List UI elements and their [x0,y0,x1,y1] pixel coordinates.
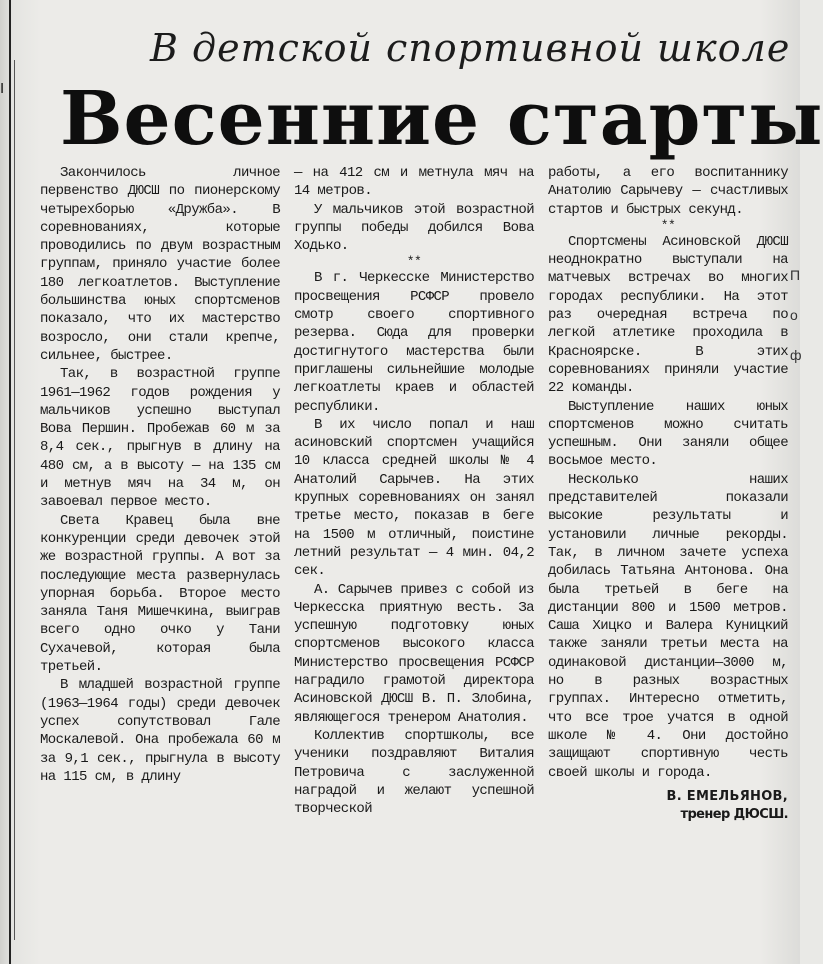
paragraph: В их число попал и наш асиновский спортсмен учащийся 10 класса средней школы № 4 Анатолий Сарычев. На этих крупных соревнованиях он занял третье место, показав в беге на 1500 м отличный, поистине летний результат — 4 мин. 04,2 сек. [294,416,534,580]
edge-text-left: I [0,80,5,97]
column-1 [40,164,280,954]
paragraph: Спортсмены Асиновской ДЮСШ неоднократно выступали на матчевых встречах во многих городах республики. На этот раз очередная встреча по легкой атлетике проходила в Красноярске. В этих соревнованиях приняли участие 22 команды. [548,233,788,397]
author-signature: В. ЕМЕЛЬЯНОВ, [666,788,788,804]
column-rule-thin [14,60,15,940]
column-2 [294,164,534,954]
paragraph: А. Сарычев привез с собой из Черкесска приятную весть. За успешную подготовку юных спортсменов высокого класса Министерство просвещения РСФСР наградило грамотой директора Асиновской ДЮСШ В. П. Злобина, являющегося тренером Анатолия. [294,581,534,726]
column-3 [548,164,788,954]
article-headline: Весенние старты [60,76,823,162]
paragraph: В г. Черкесске Министерство просвещения РСФСР провело смотр своего спортивного резерва. Сюда для проверки достигнутого мастерства были приглашены сильнейшие молодые легкоатлеты краев и областей республики. [294,270,534,415]
article-body [40,164,790,954]
paragraph: Коллектив спортшколы, все ученики поздравляют Виталия Петровича с заслуженной наградой и желают успешной творческой [294,727,534,818]
edge-text-right: П о ф [790,267,802,363]
paragraph: Так, в возрастной группе 1961—1962 годов рождения у мальчиков успешно выступал Вова Першин. Пробежав 60 м за 8,4 сек., прыгнув в длину на 480 см, а в высоту — на 135 см и метнув мяч на 34 м, он завоевал первое место. [40,366,280,511]
paragraph: работы, а его воспитаннику Анатолию Сарычеву — счастливых стартов и быстрых секунд. [548,165,788,218]
column-rule [9,0,11,964]
paragraph: Несколько наших представителей показали высокие результаты и установили личные рекорды. Так, в личном зачете успеха добилась Татьяна Антонова. Она была третьей в беге на дистанции 800 и 1500 метров. Саша Хицко и Валера Куницкий также заняли третьи места на одинаковой дистанции—3000 м, но в разных возрастных группах. Интересно отметить, что все трое учатся в одной школе № 4. Они достойно защищают спортивную честь своей школы и города. [548,471,788,781]
section-separator: ** [406,254,422,270]
paragraph: В младшей возрастной группе (1963—1964 годы) среди девочек успех сопутствовал Гале Москалевой. Она пробежала 60 м за 9,1 сек., прыгнула в высоту на 115 см, в длину [40,677,280,785]
paragraph: Закончилось личное первенство ДЮСШ по пионерскому четырехборью «Дружба». В соревнованиях, которые проводились по двум возрастным группам, приняло участие более 180 легкоатлетов. Выступление большинства юных спортсменов показало, что их мастерство возросло, они стали крепче, сильнее, быстрее. [40,165,280,364]
paragraph: — на 412 см и метнула мяч на 14 метров. [294,165,534,200]
paragraph: Света Кравец была вне конкуренции среди девочек этой же возрастной группы. А вот за последующие места развернулась упорная борьба. Второе место заняла Таня Мишечкина, выиграв всего одно очко у Тани Сухачевой, которая была третьей. [40,512,280,676]
paragraph: У мальчиков этой возрастной группы победы добился Вова Ходько. [294,201,534,255]
section-separator: ** [660,217,676,233]
author-role: тренер ДЮСШ. [680,806,788,822]
paragraph: Выступление наших юных спортсменов можно считать успешным. Они заняли общее восьмое место. [548,398,788,470]
article-kicker: В детской спортивной школе [150,26,791,70]
